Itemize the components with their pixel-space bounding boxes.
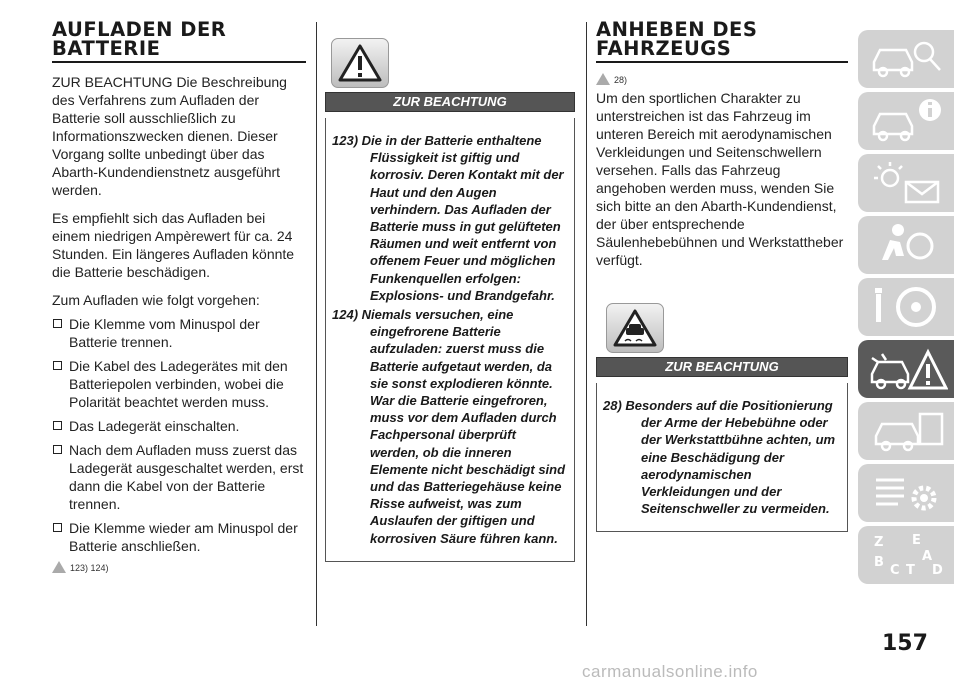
procedure-list (52, 315, 306, 555)
intro-paragraph: ZUR BEACHTUNG Die Beschreibung des Verfahrens zum Aufladen der Batterie soll ausschließlich zu Informationszwecken dienen. Dieser Vorgang sollte unbedingt über das Abarth-Kundendienstnetz ausgeführt werden. (52, 74, 287, 198)
car-emergency-icon (868, 344, 948, 394)
procedure-intro: Zum Aufladen wie folgt vorgehen: (52, 292, 260, 308)
svg-text:D: D (932, 563, 943, 578)
car-search-icon (868, 34, 948, 84)
sidebar-tab-car-search[interactable] (858, 30, 954, 88)
left-column (52, 20, 306, 573)
airbag-person-icon (868, 220, 948, 270)
sidebar-tab-service[interactable] (858, 402, 954, 460)
svg-text:C: C (890, 563, 900, 578)
warning-item: 123) Die in der Batterie enthaltene Flüssigkeit ist giftig und korrosiv. Deren Kontakt mit der Haut und den Augen verhindern. Das Aufladen der Batterie muss in gut gelüfteten Räumen und weit entfernt von offenem Feuer und möglichen Funkenquellen erfolgen: Explosions- und Brandgefahr. (332, 133, 564, 303)
sidebar-tab-emergency[interactable] (858, 340, 954, 398)
sidebar-tab-car-info[interactable] (858, 92, 954, 150)
warning-triangle-icon (52, 561, 66, 573)
list-item: Nach dem Aufladen muss zuerst das Ladegerät ausgeschaltet werden, erst dann die Kabel von der Batterie trennen. (52, 441, 306, 513)
exclamation-warning-icon (331, 38, 389, 88)
watermark: carmanualsonline.info (582, 662, 758, 681)
page-number: 157 (882, 631, 928, 656)
section-heading-battery-charging: AUFLADEN DER BATTERIE (52, 20, 306, 63)
list-item: Die Kabel des Ladegerätes mit den Batteriepolen verbinden, wobei die Polarität beachtet werden muss. (52, 357, 306, 411)
svg-text:A: A (922, 549, 933, 564)
warning-header: ZUR BEACHTUNG (325, 92, 575, 112)
charging-paragraph: Es empfiehlt sich das Aufladen bei einem niedrigen Ampèrewert für ca. 24 Stunden. Ein längeres Aufladen könnte die Batterie beschädigen. (52, 210, 295, 280)
warning-lights-icon (868, 158, 948, 208)
car-skid-warning-icon (606, 303, 664, 353)
warning-box (325, 118, 575, 562)
column-divider (586, 22, 587, 626)
right-column (596, 20, 848, 532)
svg-text:Z: Z (874, 535, 884, 550)
warning-item: 28) Besonders auf die Positionierung der Arme der Hebebühne oder der Werkstattbühne achten, um eine Beschädigung der aerodynamischen Verkleidungen und der Seitenschweller zu vermeiden. (603, 398, 836, 517)
car-info-icon (868, 96, 948, 146)
list-item: Die Klemme wieder am Minuspol der Batterie anschließen. (52, 519, 306, 555)
warning-reference (596, 73, 848, 85)
sidebar-tab-safety[interactable] (858, 216, 954, 274)
sidebar-tab-specifications[interactable] (858, 464, 954, 522)
alphabet-index-icon (868, 530, 948, 580)
sidebar-tab-warning-lights[interactable] (858, 154, 954, 212)
warning-box (596, 383, 848, 532)
svg-text:T: T (906, 563, 915, 578)
column-divider (316, 22, 317, 626)
list-item: Das Ladegerät einschalten. (52, 417, 306, 435)
reference-numbers: 123) 124) (70, 563, 109, 573)
svg-text:B: B (874, 555, 884, 570)
middle-column (325, 38, 575, 562)
warning-triangle-icon (596, 73, 610, 85)
warning-item: 124) Niemals versuchen, eine eingefrorene Batterie aufzuladen: zuerst muss die Batterie aufgetaut werden, da sie sonst explodieren könnte. War die Batterie eingefroren, muss vor dem Aufladen durch Fachpersonal überprüft werden, ob die inneren Elemente nicht beschädigt sind und das Batteriegehäuse keine Risse aufweist, was zum Auslaufen der giftigen und korrosiven Säure führen kann. (332, 307, 566, 546)
car-service-icon (868, 406, 948, 456)
reference-number: 28) (614, 75, 628, 85)
warning-reference (52, 561, 306, 573)
warning-header: ZUR BEACHTUNG (596, 357, 848, 377)
specifications-gear-icon (868, 468, 948, 518)
svg-text:E: E (912, 533, 921, 548)
list-item: Die Klemme vom Minuspol der Batterie trennen. (52, 315, 306, 351)
sidebar-tab-driving[interactable] (858, 278, 954, 336)
steering-wheel-icon (868, 282, 948, 332)
sidebar-tab-index[interactable] (858, 526, 954, 584)
section-heading-vehicle-lifting: ANHEBEN DES FAHRZEUGS (596, 20, 848, 63)
lifting-paragraph: Um den sportlichen Charakter zu unterstreichen ist das Fahrzeug im unteren Bereich mit aerodynamischen Verkleidungen und Seitenschwellern versehen. Falls das Fahrzeug angehoben werden muss, wenden Sie sich bitte an den Abarth-Kundendienst, der über entsprechende Säulenhebebühnen und Werkstattheber verfügt. (596, 90, 844, 268)
